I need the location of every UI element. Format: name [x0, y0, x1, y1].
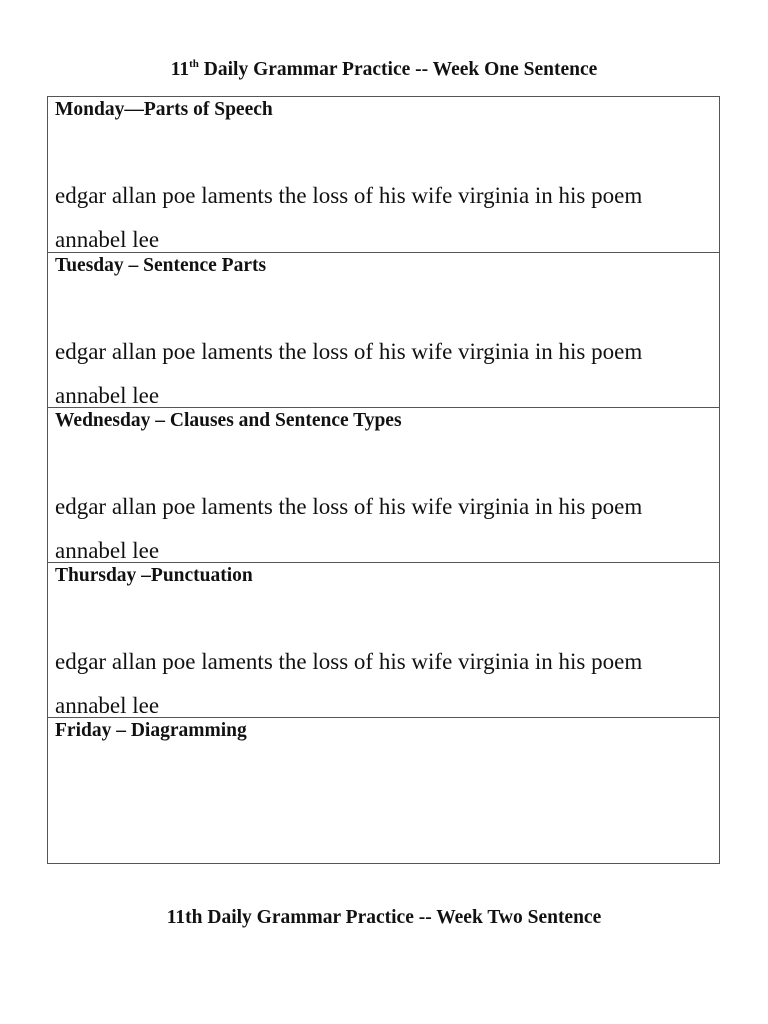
day-row-friday	[48, 718, 719, 864]
day-heading: Friday – Diagramming	[55, 720, 247, 741]
day-row-tuesday	[48, 253, 719, 408]
day-row-monday	[48, 97, 719, 253]
title-number: 11	[170, 59, 190, 80]
practice-sentence: edgar allan poe laments the loss of his wife virginia in his poem annabel lee	[55, 339, 643, 408]
practice-table	[47, 96, 720, 864]
practice-sentence: edgar allan poe laments the loss of his wife virginia in his poem annabel lee	[55, 649, 643, 718]
week-one-title	[0, 59, 768, 81]
day-heading: Monday—Parts of Speech	[55, 99, 273, 120]
practice-sentence: edgar allan poe laments the loss of his wife virginia in his poem annabel lee	[55, 494, 643, 563]
day-row-wednesday	[48, 408, 719, 563]
title-text: Daily Grammar Practice -- Week One Sentence	[198, 59, 598, 80]
day-heading: Tuesday – Sentence Parts	[55, 255, 267, 276]
week-two-title: 11th Daily Grammar Practice -- Week Two Sentence	[166, 907, 602, 928]
day-heading: Wednesday – Clauses and Sentence Types	[55, 410, 402, 431]
day-row-thursday	[48, 563, 719, 718]
day-heading: Thursday –Punctuation	[55, 565, 253, 586]
practice-sentence: edgar allan poe laments the loss of his wife virginia in his poem annabel lee	[55, 183, 643, 252]
title-superscript: th	[189, 58, 199, 70]
